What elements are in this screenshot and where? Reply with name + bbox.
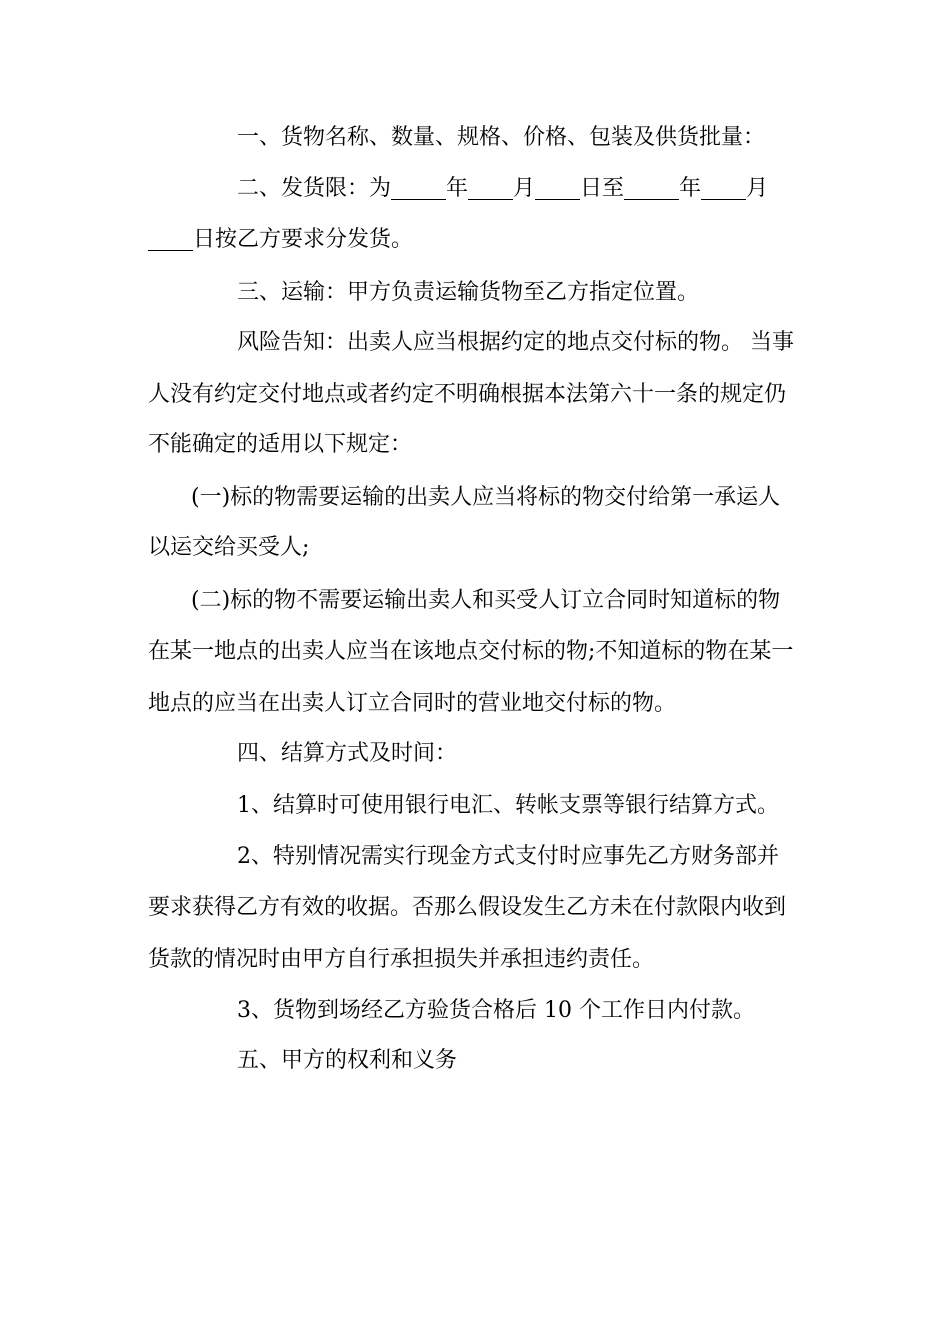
year-2-blank (624, 169, 679, 200)
day-2-label: 日按乙方要求分发货。 (193, 227, 414, 252)
rule-1-line-1: (一)标的物需要运输的出卖人应当将标的物交付给第一承运人 (191, 485, 781, 510)
year-2-label: 年 (679, 176, 702, 201)
day-1-blank (535, 169, 580, 200)
risk-notice-line-2: 人没有约定交付地点或者约定不明确根据本法第六十一条的规定仍 (148, 382, 787, 407)
rule-2-line-1: (二)标的物不需要运输出卖人和买受人订立合同时知道标的物 (191, 588, 781, 613)
clause-5-heading: 五、甲方的权利和义务 (237, 1048, 458, 1073)
clause-3-transport: 三、运输：甲方负责运输货物至乙方指定位置。 (237, 280, 700, 305)
year-1-blank (391, 169, 446, 200)
day-1-label: 日至 (580, 176, 625, 201)
risk-notice-line-3: 不能确定的适用以下规定： (148, 432, 413, 457)
settlement-item-2-line-1: 2、特别情况需实行现金方式支付时应事先乙方财务部并 (237, 844, 779, 869)
settlement-item-1: 1、结算时可使用银行电汇、转帐支票等银行结算方式。 (237, 793, 779, 818)
month-1-blank (468, 169, 513, 200)
month-2-label: 月 (746, 176, 769, 201)
month-1-label: 月 (513, 176, 536, 201)
day-2-blank (148, 220, 193, 251)
risk-notice-line-1: 风险告知：出卖人应当根据约定的地点交付标的物。 当事 (237, 330, 794, 355)
rule-1-line-2: 以运交给买受人; (148, 535, 310, 560)
year-1-label: 年 (446, 176, 469, 201)
clause-2-delivery-line-2 (0, 220, 950, 260)
clause-4-settlement-heading: 四、结算方式及时间： (237, 741, 458, 766)
clause-2-delivery-line-1 (0, 169, 950, 209)
settlement-item-3: 3、货物到场经乙方验货合格后 10 个工作日内付款。 (237, 998, 755, 1023)
clause-1-goods: 一、货物名称、数量、规格、价格、包装及供货批量： (237, 125, 766, 150)
settlement-item-2-line-2: 要求获得乙方有效的收据。否那么假设发生乙方未在付款限内收到 (148, 895, 787, 920)
rule-2-line-3: 地点的应当在出卖人订立合同时的营业地交付标的物。 (148, 691, 677, 716)
settlement-item-2-line-3: 货款的情况时由甲方自行承担损失并承担违约责任。 (148, 947, 655, 972)
rule-2-line-2: 在某一地点的出卖人应当在该地点交付标的物;不知道标的物在某一 (148, 639, 794, 664)
clause-2-lead: 二、发货限：为 (237, 176, 392, 201)
month-2-blank (701, 169, 746, 200)
